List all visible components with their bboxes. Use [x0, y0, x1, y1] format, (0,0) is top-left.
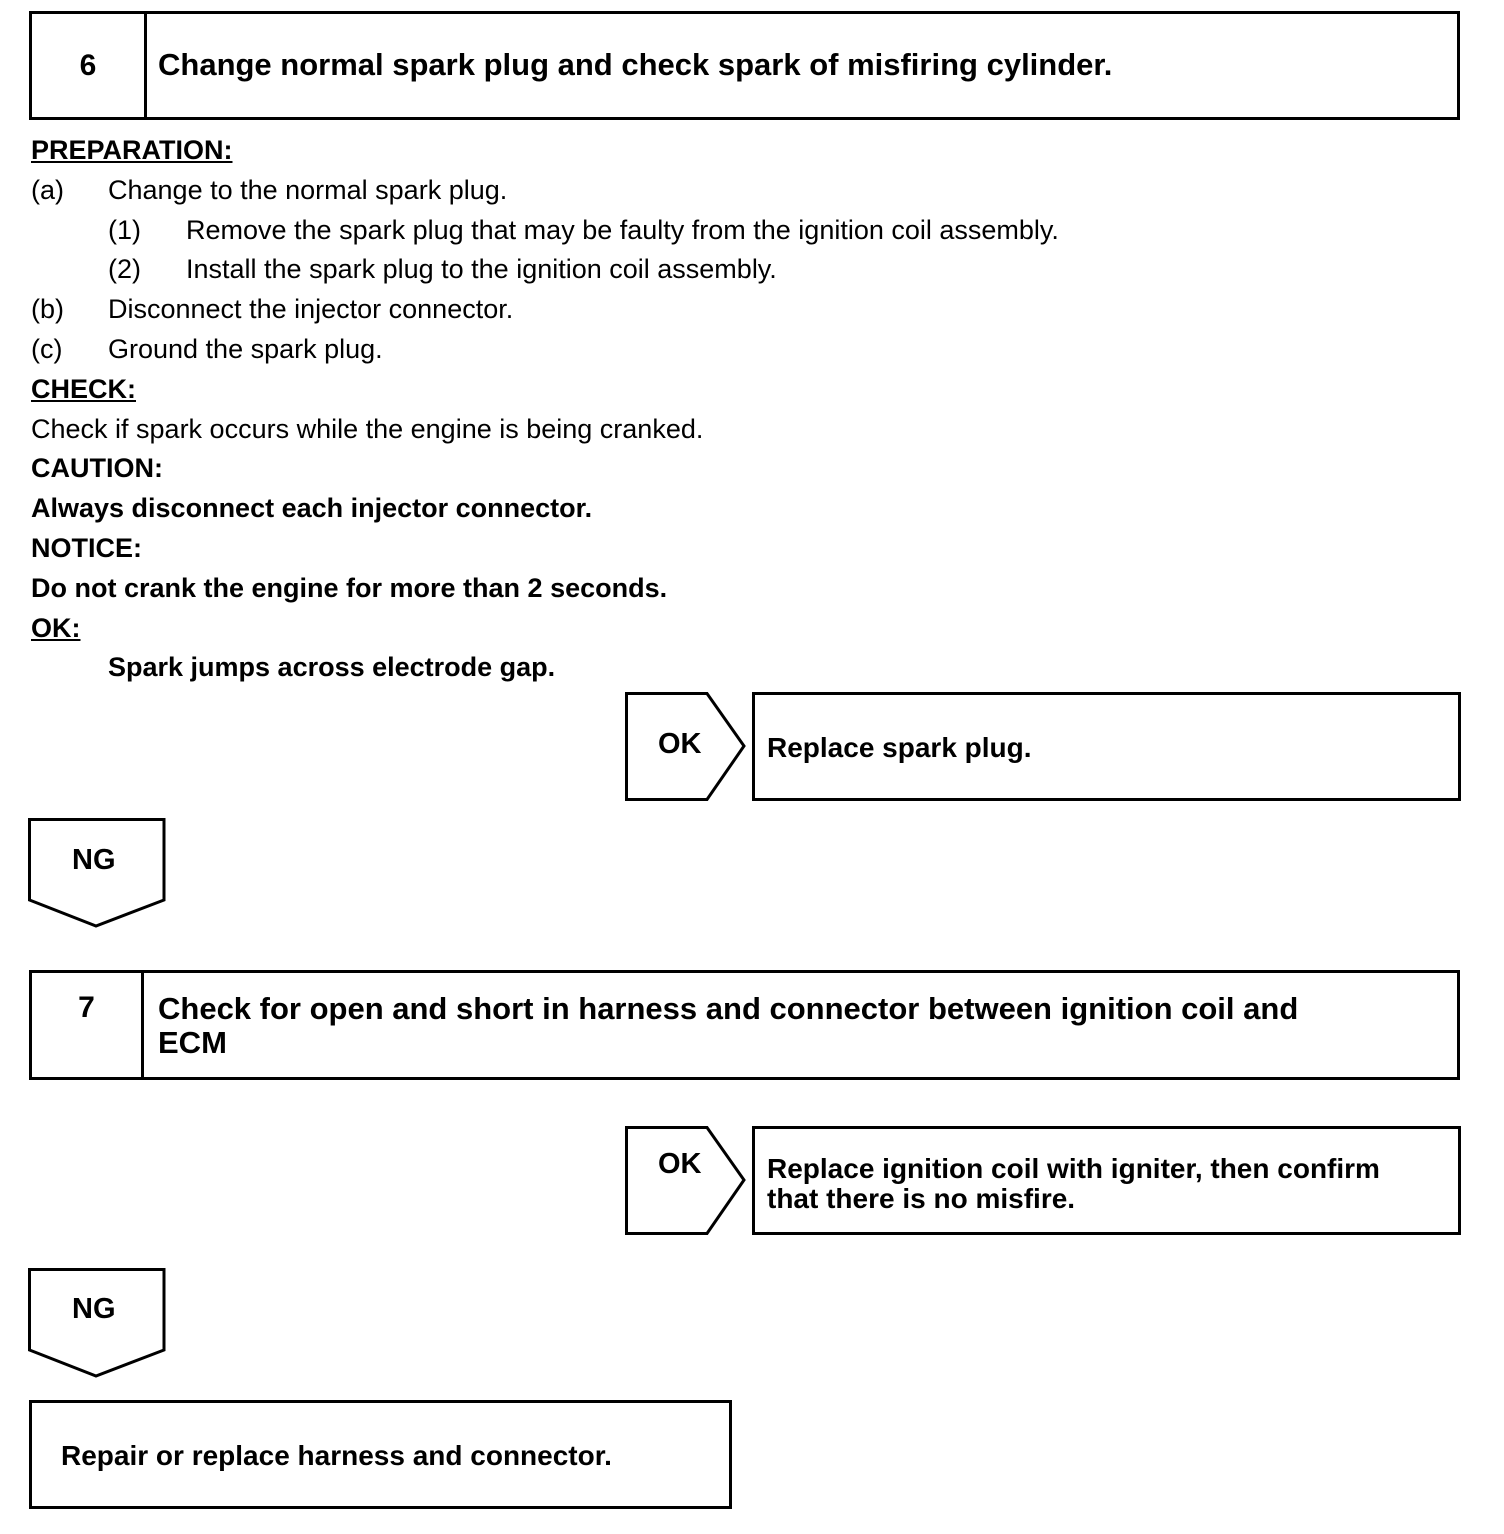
- ok-spec-text: Spark jumps across electrode gap.: [108, 652, 556, 682]
- final-action-box: [29, 1400, 732, 1509]
- step-7-title-line-2: ECM: [158, 1025, 227, 1060]
- prep-item-b-marker: (b): [31, 294, 64, 324]
- prep-item-a-marker: (a): [31, 175, 64, 205]
- check-text: Check if spark occurs while the engine is being cranked.: [31, 414, 704, 444]
- step-6-ok-label: OK: [658, 728, 702, 760]
- notice-text: Do not crank the engine for more than 2 seconds.: [31, 573, 668, 603]
- step-6-ok-result-box: [752, 692, 1461, 801]
- step-7-ok-result-line-2: that there is no misfire.: [767, 1183, 1076, 1214]
- step-6-header: [29, 11, 1460, 120]
- step-7-header: [29, 970, 1460, 1080]
- step-6-title: Change normal spark plug and check spark of misfiring cylinder.: [158, 47, 1113, 82]
- step-7-ok-label: OK: [658, 1148, 702, 1180]
- final-action-text: Repair or replace harness and connector.: [61, 1440, 612, 1471]
- step-7-ok-result-box: [752, 1126, 1461, 1235]
- prep-item-c-marker: (c): [31, 334, 63, 364]
- step-7-title-line-1: Check for open and short in harness and connector between ignition coil and: [158, 991, 1299, 1026]
- prep-item-c-text: Ground the spark plug.: [108, 334, 383, 364]
- prep-item-1-marker: (1): [108, 215, 141, 245]
- step-6-number: 6: [32, 14, 147, 117]
- check-heading: CHECK:: [31, 374, 136, 404]
- prep-item-a-text: Change to the normal spark plug.: [108, 175, 508, 205]
- step-7-number: 7: [32, 973, 144, 1077]
- caution-heading: CAUTION:: [31, 453, 163, 483]
- step-6-ok-result-text: Replace spark plug.: [767, 732, 1032, 763]
- prep-item-2-marker: (2): [108, 254, 141, 284]
- step-7-ok-arrow: [625, 1126, 747, 1236]
- notice-heading: NOTICE:: [31, 533, 142, 563]
- step-6-ng-label: NG: [72, 844, 116, 876]
- preparation-heading: PREPARATION:: [31, 135, 233, 165]
- step-7-ok-result-line-1: Replace ignition coil with igniter, then confirm: [767, 1153, 1380, 1184]
- prep-item-2-text: Install the spark plug to the ignition coil assembly.: [186, 254, 777, 284]
- prep-item-1-text: Remove the spark plug that may be faulty from the ignition coil assembly.: [186, 215, 1059, 245]
- step-7-ng-label: NG: [72, 1293, 116, 1325]
- ok-spec-heading: OK:: [31, 613, 81, 643]
- caution-text: Always disconnect each injector connector.: [31, 493, 593, 523]
- prep-item-b-text: Disconnect the injector connector.: [108, 294, 514, 324]
